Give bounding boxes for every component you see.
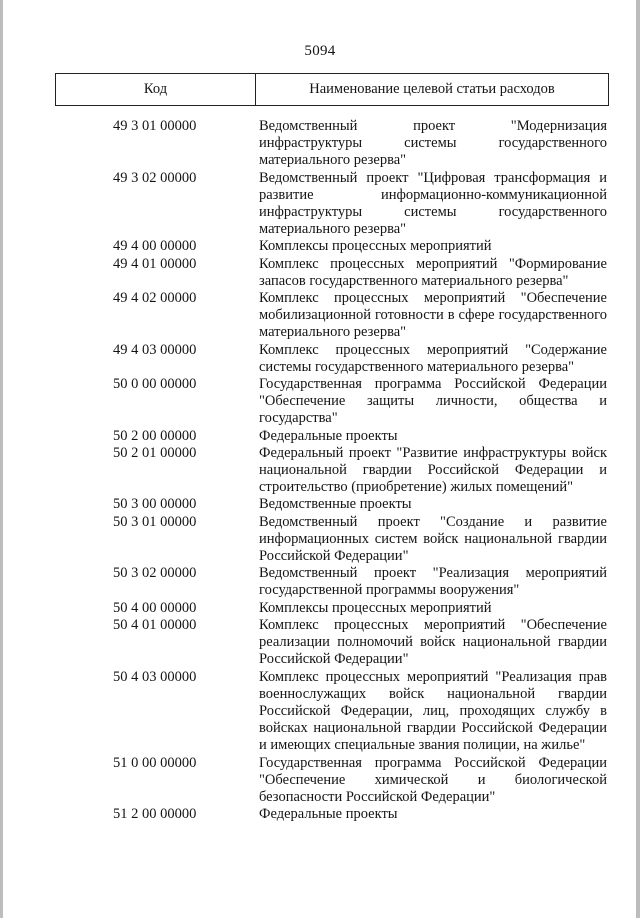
row-name: Федеральный проект "Развитие инфраструктуры войск национальной гвардии Российской Федерации и строительство (приобретение) жилых помещений"	[259, 444, 607, 496]
table-row	[55, 600, 609, 617]
row-name: Ведомственный проект "Создание и развитие информационных систем войск национальной гвардии Российской Федерации"	[259, 513, 607, 565]
row-name: Государственная программа Российской Федерации "Обеспечение защиты личности, общества и государства"	[259, 376, 607, 427]
row-name: Комплекс процессных мероприятий "Формирование запасов государственного материального резерва"	[259, 255, 607, 289]
row-name: Государственная программа Российской Федерации "Обеспечение химической и биологической безопасности Российской Федерации"	[259, 754, 607, 805]
table-row	[55, 565, 609, 599]
page-number: 5094	[304, 43, 336, 59]
row-name: Комплекс процессных мероприятий "Реализация прав военнослужащих войск национальной гвардии Российской Федерации, лиц, проходящих службу в войсках национальной гвардии Российской Федерации и имеющих специальные звания полиции, на жилье"	[259, 668, 607, 754]
table-row	[55, 514, 609, 566]
row-name: Ведомственные проекты	[259, 496, 412, 513]
row-name: Ведомственный проект "Модернизация инфраструктуры системы государственного материального резерва"	[259, 118, 607, 169]
row-code: 50 4 01 00000	[113, 616, 197, 633]
row-code: 50 2 01 00000	[113, 444, 197, 461]
table-row	[55, 669, 609, 755]
row-code: 50 2 00 00000	[113, 427, 197, 444]
row-code: 49 4 01 00000	[113, 255, 197, 272]
row-name: Комплекс процессных мероприятий "Содержание системы государственного материального резерва"	[259, 341, 607, 375]
row-code: 50 0 00 00000	[113, 376, 197, 393]
row-name: Комплексы процессных мероприятий	[259, 599, 492, 616]
row-code: 51 2 00 00000	[113, 806, 197, 823]
row-code: 50 3 01 00000	[113, 513, 197, 530]
row-name: Ведомственный проект "Цифровая трансформация и развитие информационно-коммуникационной инфраструктуры системы государственного материального резерва"	[259, 169, 607, 238]
table-row	[55, 290, 609, 342]
table-body	[55, 118, 609, 823]
row-code: 51 0 00 00000	[113, 754, 197, 771]
table-row	[55, 496, 609, 513]
row-name: Ведомственный проект "Реализация мероприятий государственной программы вооружения"	[259, 565, 607, 599]
row-code: 49 4 03 00000	[113, 341, 197, 358]
row-name: Федеральные проекты	[259, 806, 398, 823]
scan-edge-right	[636, 0, 640, 918]
table-row	[55, 256, 609, 290]
table-row	[55, 376, 609, 428]
header-name: Наименование целевой статьи расходов	[309, 81, 555, 97]
table-row	[55, 118, 609, 170]
table-row	[55, 342, 609, 376]
table-row	[55, 445, 609, 497]
scan-edge-left	[0, 0, 3, 918]
table-row	[55, 170, 609, 239]
row-name: Федеральные проекты	[259, 427, 398, 444]
row-name: Комплекс процессных мероприятий "Обеспечение реализации полномочий войск национальной гвардии Российской Федерации"	[259, 616, 607, 668]
table-row	[55, 755, 609, 807]
table-row	[55, 806, 609, 823]
table-header	[55, 73, 609, 106]
row-code: 50 4 03 00000	[113, 668, 197, 685]
row-name: Комплексы процессных мероприятий	[259, 238, 492, 255]
row-code: 49 3 02 00000	[113, 169, 197, 186]
table-row	[55, 238, 609, 255]
row-name: Комплекс процессных мероприятий "Обеспечение мобилизационной готовности в сфере государственного материального резерва"	[259, 290, 607, 341]
table-row	[55, 617, 609, 669]
row-code: 49 3 01 00000	[113, 118, 197, 134]
row-code: 49 4 00 00000	[113, 238, 197, 255]
row-code: 50 3 02 00000	[113, 565, 197, 582]
header-code: Код	[56, 74, 256, 105]
row-code: 50 3 00 00000	[113, 496, 197, 513]
row-code: 50 4 00 00000	[113, 599, 197, 616]
row-code: 49 4 02 00000	[113, 290, 197, 307]
table-row	[55, 428, 609, 445]
